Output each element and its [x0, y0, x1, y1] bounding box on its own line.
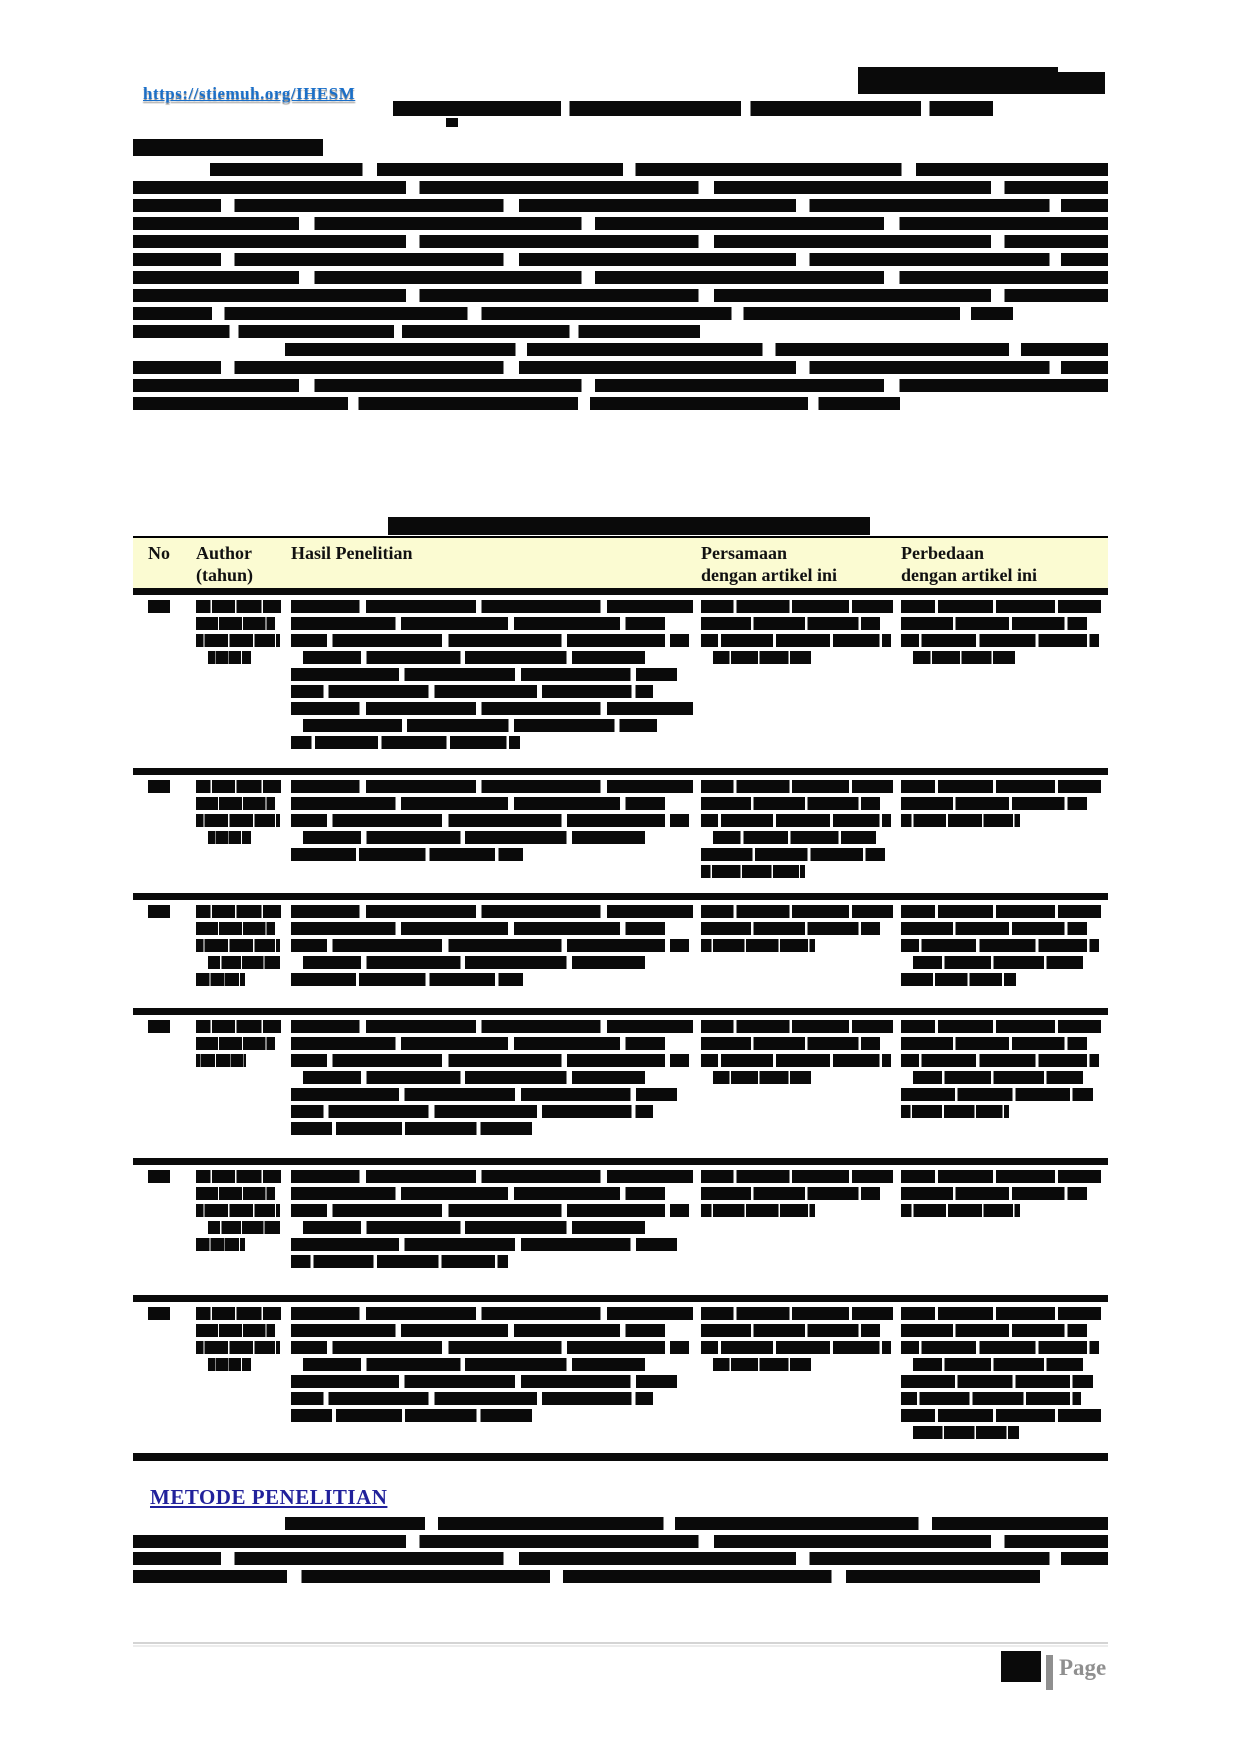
redacted-text-block [133, 397, 900, 410]
redacted-text-line [196, 1020, 281, 1033]
redacted-text-line [901, 600, 1101, 613]
cell-no-redacted [148, 1020, 170, 1037]
redacted-text-line [291, 1375, 677, 1388]
cell-persamaan-redacted [701, 1170, 893, 1221]
redacted-text-line [196, 1238, 245, 1251]
redacted-text-line [701, 1037, 880, 1050]
redacted-text-line [701, 1307, 893, 1320]
redacted-text-line [303, 831, 645, 844]
redacted-text-line [913, 651, 1015, 664]
redacted-text-line [291, 780, 693, 793]
redacted-text-line [303, 719, 657, 732]
redacted-text-line [701, 780, 893, 793]
redacted-text-line [901, 939, 1099, 952]
table-row [133, 775, 1108, 900]
redacted-text-block [133, 361, 1108, 374]
redacted-text-line [148, 600, 170, 613]
redacted-text-line [701, 1187, 880, 1200]
cell-hasil-redacted [291, 780, 693, 865]
redacted-text-block [285, 343, 1108, 356]
redacted-text-line [901, 922, 1087, 935]
cell-persamaan-redacted [701, 1307, 893, 1375]
redacted-text-line [901, 1187, 1087, 1200]
redacted-text-line [291, 617, 665, 630]
footer-divider [133, 1642, 1108, 1644]
redacted-text-line [196, 1307, 281, 1320]
redacted-text-line [196, 814, 280, 827]
cell-perbedaan-redacted [901, 905, 1101, 990]
redacted-text-line [208, 831, 251, 844]
redacted-text-line [701, 1054, 891, 1067]
methods-section-heading: METODE PENELITIAN [150, 1485, 388, 1509]
redacted-text-block [133, 1570, 1040, 1583]
redacted-text-line [303, 956, 645, 969]
redacted-text-line [701, 634, 891, 647]
redacted-text-line [901, 1204, 1020, 1217]
cell-persamaan-redacted [701, 1020, 893, 1088]
cell-author-redacted [196, 600, 281, 668]
relevant-research-table [133, 536, 1108, 1461]
redacted-text-line [701, 1324, 880, 1337]
redacted-text-line [148, 1307, 170, 1320]
redacted-text-line [901, 1037, 1087, 1050]
redacted-text-line [913, 956, 1083, 969]
redacted-text-line [196, 1054, 246, 1067]
col-header-perbedaan: Perbedaan dengan artikel ini [901, 543, 1038, 585]
table-row [133, 1302, 1108, 1461]
redacted-text-line [901, 1105, 1009, 1118]
table-row [133, 900, 1108, 1015]
table-row [133, 595, 1108, 775]
journal-url-link[interactable]: https://stiemuh.org/IHESM [143, 84, 356, 103]
cell-author-redacted [196, 780, 281, 848]
redacted-text-block [133, 307, 1013, 320]
table-row [133, 1015, 1108, 1165]
redacted-text-line [701, 1341, 891, 1354]
redacted-text-block [133, 1552, 1108, 1565]
cell-persamaan-redacted [701, 905, 893, 956]
redacted-text-line [196, 1037, 275, 1050]
cell-perbedaan-redacted [901, 600, 1101, 668]
redacted-text-line [913, 1358, 1083, 1371]
redacted-text-line [303, 1358, 645, 1371]
redacted-text-line [901, 1341, 1099, 1354]
redacted-text-line [713, 831, 876, 844]
page-number-redacted [1001, 1651, 1041, 1682]
redacted-text-line [291, 1238, 677, 1251]
redacted-text-line [901, 617, 1087, 630]
cell-hasil-redacted [291, 600, 693, 753]
redacted-text-line [901, 634, 1099, 647]
redacted-text-line [701, 1170, 893, 1183]
redacted-text-line [901, 1324, 1087, 1337]
table-row [133, 1165, 1108, 1302]
redacted-text-line [291, 1020, 693, 1033]
cell-hasil-redacted [291, 905, 693, 990]
redacted-text-line [701, 905, 893, 918]
redacted-text-line [701, 922, 880, 935]
redacted-text-line [701, 939, 815, 952]
redacted-text-line [148, 905, 170, 918]
redacted-text-line [291, 1341, 689, 1354]
redacted-text-line [701, 797, 880, 810]
redacted-text-line [196, 617, 275, 630]
redacted-text-line [148, 1170, 170, 1183]
redacted-text-line [303, 651, 645, 664]
redacted-text-line [901, 1375, 1093, 1388]
redacted-text-block [133, 1535, 1108, 1548]
redacted-text-line [291, 1088, 677, 1101]
redacted-text-line [196, 797, 275, 810]
redacted-text-line [196, 939, 280, 952]
redacted-text-line [901, 814, 1020, 827]
cell-persamaan-redacted [701, 600, 893, 668]
cell-no-redacted [148, 905, 170, 922]
redacted-text-line [701, 1204, 815, 1217]
cell-no-redacted [148, 1170, 170, 1187]
redacted-text-block [133, 199, 1108, 212]
redacted-text-line [208, 956, 280, 969]
redacted-text-line [291, 634, 689, 647]
redacted-text-line [901, 1088, 1093, 1101]
redacted-text-line [148, 780, 170, 793]
col-header-hasil: Hasil Penelitian [291, 543, 413, 563]
col-header-author: Author (tahun) [196, 543, 254, 585]
redacted-text-line [701, 617, 880, 630]
table-header-row [133, 536, 1108, 595]
redacted-text-block [210, 163, 1108, 176]
redacted-text-line [303, 1221, 645, 1234]
cell-perbedaan-redacted [901, 1020, 1101, 1122]
redacted-text-block [446, 118, 458, 127]
cell-perbedaan-redacted [901, 1170, 1101, 1221]
redacted-text-block [133, 235, 1108, 248]
redacted-text-line [701, 865, 805, 878]
cell-perbedaan-redacted [901, 780, 1101, 831]
redacted-text-block [133, 271, 1108, 284]
cell-author-redacted [196, 1170, 281, 1255]
redacted-text-line [291, 797, 665, 810]
redacted-text-line [196, 1204, 280, 1217]
redacted-text-line [913, 1071, 1083, 1084]
redacted-text-line [291, 814, 689, 827]
cell-author-redacted [196, 1020, 281, 1071]
cell-author-redacted [196, 905, 281, 990]
redacted-text-line [196, 634, 280, 647]
redacted-text-line [901, 1170, 1101, 1183]
redacted-text-line [291, 736, 520, 749]
page-number-separator [1046, 1655, 1053, 1690]
redacted-text-line [196, 922, 275, 935]
redacted-text-block [133, 379, 1108, 392]
redacted-text-line [291, 1307, 693, 1320]
redacted-text-block [1048, 72, 1105, 94]
redacted-text-block [133, 289, 1108, 302]
redacted-text-line [196, 1170, 281, 1183]
redacted-text-line [701, 600, 893, 613]
redacted-text-line [208, 651, 251, 664]
cell-no-redacted [148, 1307, 170, 1324]
redacted-text-line [713, 1071, 811, 1084]
redacted-text-line [291, 1170, 693, 1183]
redacted-text-line [291, 1324, 665, 1337]
redacted-text-block [858, 67, 1058, 94]
redacted-text-line [901, 780, 1101, 793]
redacted-text-line [291, 1392, 653, 1405]
redacted-text-line [291, 848, 523, 861]
col-header-persamaan: Persamaan dengan artikel ini [701, 543, 838, 585]
redacted-text-line [901, 973, 1016, 986]
cell-hasil-redacted [291, 1170, 693, 1272]
redacted-text-line [291, 668, 677, 681]
redacted-text-block [393, 101, 993, 116]
redacted-text-line [291, 1122, 532, 1135]
redacted-text-line [901, 1020, 1101, 1033]
redacted-text-line [291, 922, 665, 935]
redacted-text-block [133, 217, 1108, 230]
redacted-text-line [713, 651, 811, 664]
page-label: Page [1059, 1655, 1107, 1680]
redacted-text-line [196, 1187, 275, 1200]
redacted-text-block [133, 139, 323, 156]
cell-author-redacted [196, 1307, 281, 1375]
redacted-text-block [388, 517, 870, 535]
cell-perbedaan-redacted [901, 1307, 1101, 1443]
redacted-text-line [701, 814, 891, 827]
redacted-text-line [291, 905, 693, 918]
redacted-text-line [291, 1255, 508, 1268]
redacted-text-line [291, 685, 653, 698]
redacted-text-line [196, 973, 245, 986]
redacted-text-line [148, 1020, 170, 1033]
cell-hasil-redacted [291, 1307, 693, 1426]
redacted-text-line [196, 780, 281, 793]
redacted-text-line [291, 600, 693, 613]
cell-no-redacted [148, 780, 170, 797]
redacted-text-line [196, 905, 281, 918]
cell-no-redacted [148, 600, 170, 617]
redacted-text-line [713, 1358, 811, 1371]
redacted-text-line [901, 1392, 1081, 1405]
redacted-text-line [208, 1221, 280, 1234]
cell-hasil-redacted [291, 1020, 693, 1139]
redacted-text-line [291, 1409, 532, 1422]
redacted-text-line [208, 1358, 251, 1371]
redacted-text-line [901, 1409, 1101, 1422]
redacted-text-line [913, 1426, 1019, 1439]
redacted-text-line [196, 1341, 280, 1354]
redacted-text-line [291, 1204, 689, 1217]
redacted-text-line [701, 848, 885, 861]
redacted-text-line [291, 973, 523, 986]
redacted-text-line [291, 939, 689, 952]
cell-persamaan-redacted [701, 780, 893, 882]
redacted-text-block [133, 181, 1108, 194]
redacted-text-line [901, 1054, 1099, 1067]
redacted-text-block [133, 325, 700, 338]
redacted-text-block [133, 253, 1108, 266]
redacted-text-line [196, 600, 281, 613]
redacted-text-line [291, 1054, 689, 1067]
redacted-text-line [291, 1187, 665, 1200]
redacted-text-line [901, 905, 1101, 918]
redacted-text-line [303, 1071, 645, 1084]
redacted-text-line [291, 702, 693, 715]
redacted-text-line [196, 1324, 275, 1337]
redacted-text-line [291, 1037, 665, 1050]
redacted-text-line [901, 797, 1087, 810]
redacted-text-line [701, 1020, 893, 1033]
col-header-no: No [148, 543, 170, 563]
redacted-text-block [285, 1517, 1108, 1530]
redacted-text-line [901, 1307, 1101, 1320]
redacted-text-line [291, 1105, 653, 1118]
